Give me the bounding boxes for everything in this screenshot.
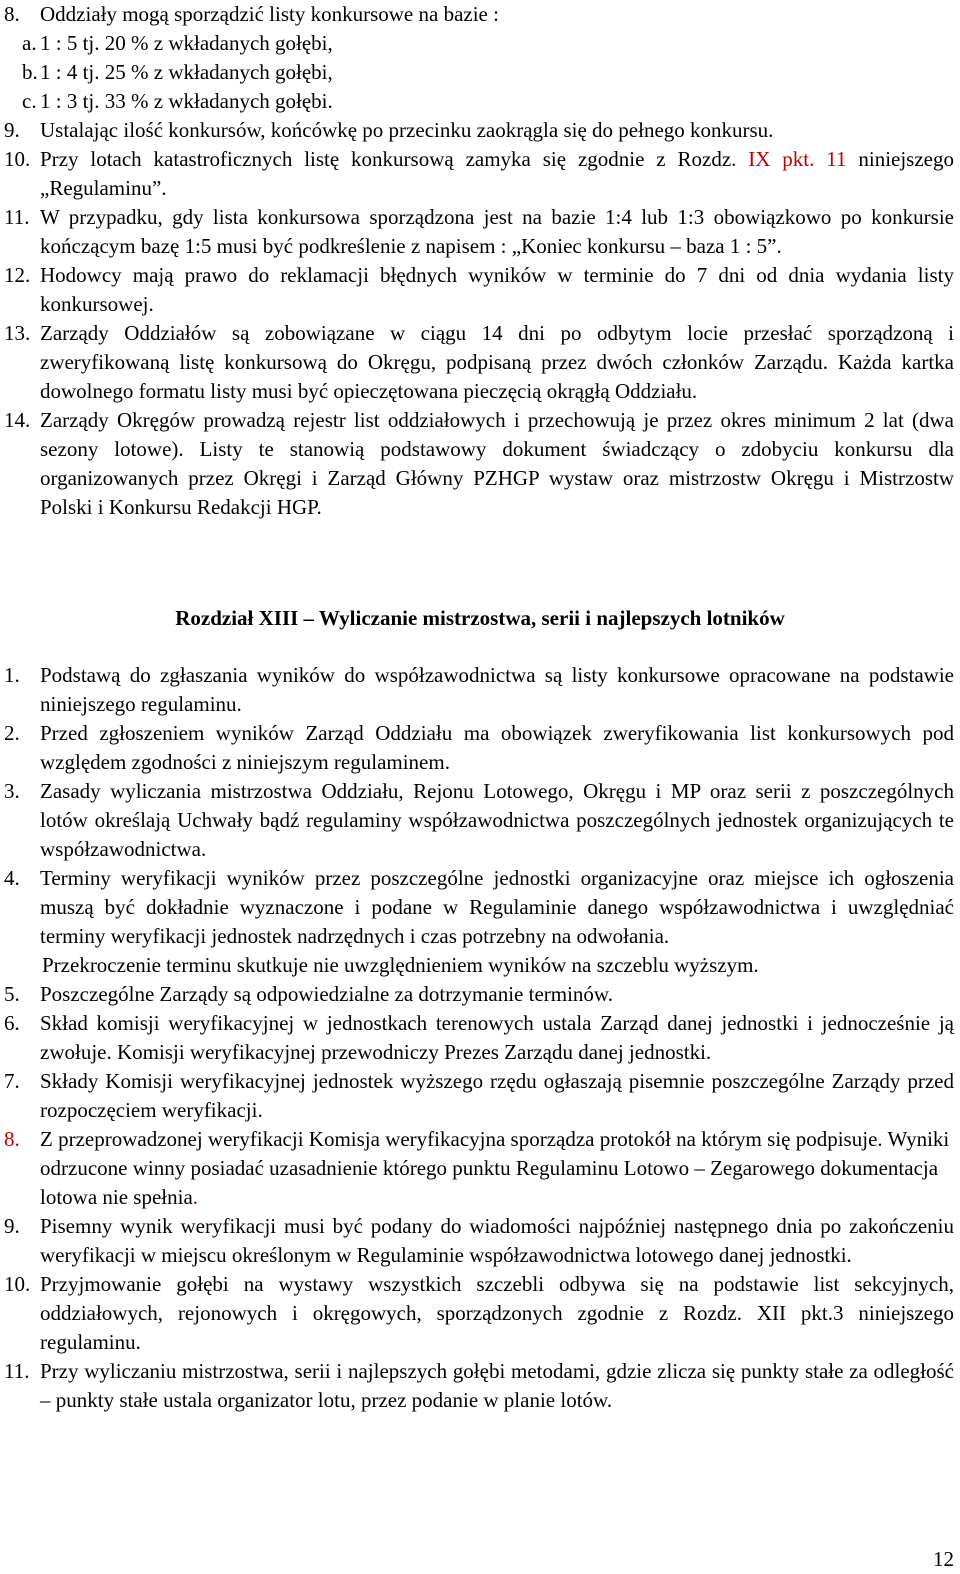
rule-text: Podstawą do zgłaszania wyników do współzawodnictwa są listy konkursowe opracowane na podstawie niniejszego regulaminu. <box>40 663 954 716</box>
rule-number: 3. <box>4 779 20 803</box>
page-number: 12 <box>933 1547 954 1571</box>
chapter-item-10 <box>4 1270 954 1357</box>
rule-text-end: niniejszego „Regulaminu”. <box>40 147 954 200</box>
rule-text: Skład komisji weryfikacyjnej w jednostkach terenowych ustala Zarząd danej jednostki i jednocześnie ją zwołuje. Komisji weryfikacyjnej przewodniczy Prezes Zarządu danej jednostki. <box>40 1011 954 1064</box>
rule-item-8 <box>4 0 954 29</box>
sub-item-c <box>4 87 954 116</box>
rule-text: Przy lotach katastroficznych listę konkursową zamyka się zgodnie z Rozdz. <box>40 147 749 171</box>
rule-text: Terminy weryfikacji wyników przez poszczególne jednostki organizacyjne oraz miejsce ich ogłoszenia muszą być dokładnie wyznaczone i podane w Regulaminie danego współzawodnictwa i uwzględniać terminy weryfikacji jednostek nadrzędnych i czas potrzebny na odwołania. <box>40 866 954 948</box>
chapter-item-11 <box>4 1357 954 1415</box>
rule-number: 10. <box>4 147 31 171</box>
chapter-heading: Rozdział XIII – Wyliczanie mistrzostwa, serii i najlepszych lotników <box>175 606 785 630</box>
rule-item-10 <box>4 145 954 203</box>
rule-number: 11. <box>4 205 30 229</box>
rule-number: 2. <box>4 721 20 745</box>
chapter-item-2 <box>4 719 954 777</box>
chapter-item-9 <box>4 1212 954 1270</box>
rule-item-14 <box>4 406 954 522</box>
chapter-item-7 <box>4 1067 954 1125</box>
chapter-item-3 <box>4 777 954 864</box>
sub-item-b <box>4 58 954 87</box>
rule-number: 12. <box>4 263 31 287</box>
rule-text: Przy wyliczaniu mistrzostwa, serii i najlepszych gołębi metodami, gdzie zlicza się punkty stałe za odległość – punkty stałe ustala organizator lotu, przez podanie w planie lotów. <box>40 1359 954 1412</box>
chapter-item-4 <box>4 864 954 951</box>
rule-number: 5. <box>4 982 20 1006</box>
rule-text: Zasady wyliczania mistrzostwa Oddziału, Rejonu Lotowego, Okręgu i MP oraz serii z poszczególnych lotów określają Uchwały bądź regulaminy współzawodnictwa poszczególnych jednostek organizujących te współzawodnictwa. <box>40 779 954 861</box>
rule-number: 9. <box>4 118 20 142</box>
rule-number: 4. <box>4 866 20 890</box>
chapter-item-4-note: Przekroczenie terminu skutkuje nie uwzględnieniem wyników na szczeblu wyższym. <box>42 953 759 977</box>
rule-number-red: 8. <box>4 1127 20 1151</box>
rules-list-bottom <box>4 661 954 1415</box>
rule-item-13 <box>4 319 954 406</box>
rule-text: Zarządy Okręgów prowadzą rejestr list oddziałowych i przechowują je przez okres minimum 2 lat (dwa sezony lotowe). Listy te stanowią podstawowy dokument świadczący o zdobyciu konkursu dla organizowanych przez Okręgi i Zarząd Główny PZHGP wystaw oraz mistrzostw Okręgu i Mistrzostw Polski i Konkursu Redakcji HGP. <box>40 408 954 519</box>
rule-number: 7. <box>4 1069 20 1093</box>
sub-item-text: 1 : 3 tj. 33 % z wkładanych gołębi. <box>40 89 333 113</box>
rules-list-top <box>4 0 954 522</box>
rule-text: Zarządy Oddziałów są zobowiązane w ciągu 14 dni po odbytym locie przesłać sporządzoną i zweryfikowaną listę konkursową do Okręgu, podpisaną przez dwóch członków Zarządu. Każda kartka dowolnego formatu listy musi być opieczętowana pieczęcią okrągłą Oddziału. <box>40 321 954 403</box>
rule-number: 10. <box>4 1272 31 1296</box>
rule-item-12 <box>4 261 954 319</box>
rule-text-end-red: . <box>192 1185 199 1209</box>
rule-text: Pisemny wynik weryfikacji musi być podany do wiadomości najpóźniej następnego dnia po zakończeniu weryfikacji w miejscu określonym w Regulaminie współzawodnictwa lotowego danej jednostki. <box>40 1214 954 1267</box>
chapter-item-1 <box>4 661 954 719</box>
rule-text: Ustalając ilość konkursów, końcówkę po przecinku zaokrągla się do pełnego konkursu. <box>40 118 774 142</box>
chapter-item-5 <box>4 980 954 1009</box>
rule-number: 1. <box>4 663 20 687</box>
rule-text: Przyjmowanie gołębi na wystawy wszystkich szczebli odbywa się na podstawie list sekcyjnych, oddziałowych, rejonowych i okręgowych, sporządzonych zgodnie z Rozdz. XII pkt.3 niniejszego regulaminu. <box>40 1272 954 1354</box>
rule-number: 6. <box>4 1011 20 1035</box>
rule-text: Oddziały mogą sporządzić listy konkursowe na bazie : <box>40 2 499 26</box>
rule-text: Poszczególne Zarządy są odpowiedzialne za dotrzymanie terminów. <box>40 982 613 1006</box>
sub-item-a <box>4 29 954 58</box>
rule-text: Hodowcy mają prawo do reklamacji błędnych wyników w terminie do 7 dni od dnia wydania listy konkursowej. <box>40 263 954 316</box>
sub-item-text: 1 : 4 tj. 25 % z wkładanych gołębi, <box>40 60 333 84</box>
chapter-item-6 <box>4 1009 954 1067</box>
rule-text: W przypadku, gdy lista konkursowa sporządzona jest na bazie 1:4 lub 1:3 obowiązkowo po konkursie kończącym bazę 1:5 musi być podkreślenie z napisem : „Koniec konkursu – baza 1 : 5”. <box>40 205 954 258</box>
rule-item-9 <box>4 116 954 145</box>
rule-number: 9. <box>4 1214 20 1238</box>
sub-item-letter: b. <box>22 60 38 84</box>
rule-item-11 <box>4 203 954 261</box>
rule-reference-red: IX pkt. 11 <box>748 147 847 171</box>
chapter-item-8 <box>4 1125 954 1212</box>
rule-text: Składy Komisji weryfikacyjnej jednostek wyższego rzędu ogłaszają pisemnie poszczególne Zarządy przed rozpoczęciem weryfikacji. <box>40 1069 954 1122</box>
sub-item-letter: a. <box>22 31 37 55</box>
sub-item-text: 1 : 5 tj. 20 % z wkładanych gołębi, <box>40 31 333 55</box>
rule-number: 11. <box>4 1359 30 1383</box>
rule-number: 8. <box>4 2 20 26</box>
sub-item-letter: c. <box>22 89 37 113</box>
rule-text: Przed zgłoszeniem wyników Zarząd Oddziału ma obowiązek zweryfikowania list konkursowych pod względem zgodności z niniejszym regulaminem. <box>40 721 954 774</box>
rule-number: 14. <box>4 408 31 432</box>
rule-number: 13. <box>4 321 31 345</box>
rule-text: Z przeprowadzonej weryfikacji Komisja weryfikacyjna sporządza protokół na którym się podpisuje. Wyniki odrzucone winny posiadać uzasadnienie którego punktu Regulaminu Lotowo – Zegarowego dokumentacja lotowa nie spełnia <box>40 1127 950 1209</box>
